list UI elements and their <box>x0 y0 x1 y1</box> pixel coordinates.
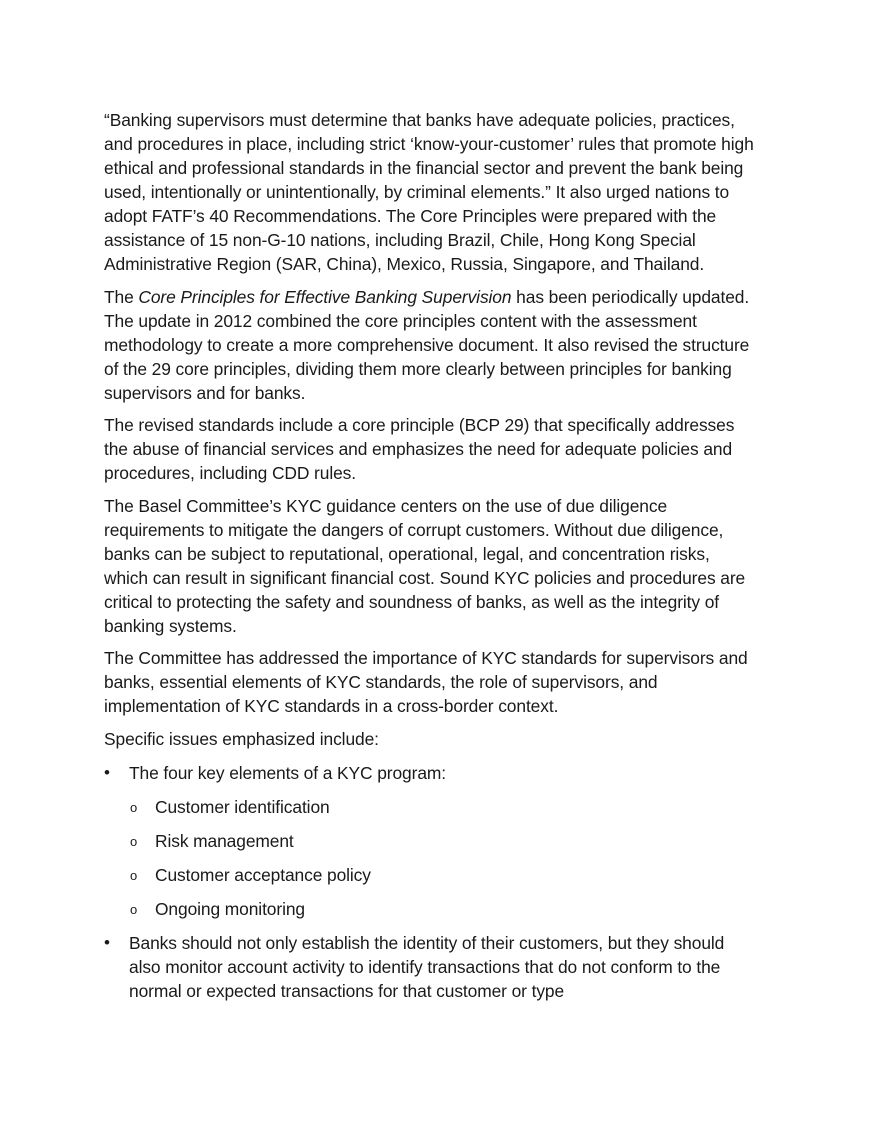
paragraph-bcp29: The revised standards include a core principle (BCP 29) that specifically addresses the abuse of financial services and emphasizes the need for adequate policies and procedures, including CDD rules. <box>104 415 735 483</box>
paragraph-core-principles-update <box>104 285 754 405</box>
sub-bullet-item: o Ongoing monitoring <box>129 897 754 921</box>
paragraph-kyc-guidance: The Basel Committee’s KYC guidance centers on the use of due diligence requirements to mitigate the dangers of corrupt customers. Without due diligence, banks can be subject to reputational, operational, legal, and concentration risks, which can result in significant financial cost. Sound KYC policies and procedures are critical to protecting the safety and soundness of banks, as well as the integrity of banking systems. <box>104 495 746 636</box>
document-title-italic: Core Principles for Effective Banking Supervision <box>138 286 512 307</box>
bullet-list <box>104 761 754 1003</box>
bullet-item <box>104 761 754 921</box>
paragraph-text: The <box>104 286 139 307</box>
sub-bullet-item: o Risk management <box>129 829 754 853</box>
bullet-text: The four key elements of a KYC program: <box>129 762 447 783</box>
sub-bullet-item: o Customer identification <box>129 795 754 819</box>
paragraph-text: has been periodically updated. The update in 2012 combined the core principles content with the assessment methodology to create a more comprehensive document. It also revised the structure of the 29 core principles, dividing them more clearly between principles for banking supervisors and for banks. <box>104 286 750 403</box>
paragraph-committee: The Committee has addressed the importance of KYC standards for supervisors and banks, essential elements of KYC standards, the role of supervisors, and implementation of KYC standards in a cross-border context. <box>104 648 748 716</box>
sub-bullet-item: o Customer acceptance policy <box>129 863 754 887</box>
bullet-text: Banks should not only establish the identity of their customers, but they should also monitor account activity to identify transactions that do not conform to the normal or expected transactions for that customer or type <box>129 932 725 1001</box>
paragraph-core-principles-quote: “Banking supervisors must determine that banks have adequate policies, practices, and procedures in place, including strict ‘know-your-customer’ rules that promote high ethical and professional standards in the financial sector and prevent the bank being used, intentionally or unintentionally, by criminal elements.” It also urged nations to adopt FATF’s 40 Recommendations. The Core Principles were prepared with the assistance of 15 non-G-10 nations, including Brazil, Chile, Hong Kong Special Administrative Region (SAR, China), Mexico, Russia, Singapore, and Thailand. <box>104 110 754 274</box>
document-body <box>104 108 754 1013</box>
paragraph-issues-intro: Specific issues emphasized include: <box>104 728 379 749</box>
bullet-item <box>104 931 754 1003</box>
sub-bullet-list <box>129 795 754 921</box>
